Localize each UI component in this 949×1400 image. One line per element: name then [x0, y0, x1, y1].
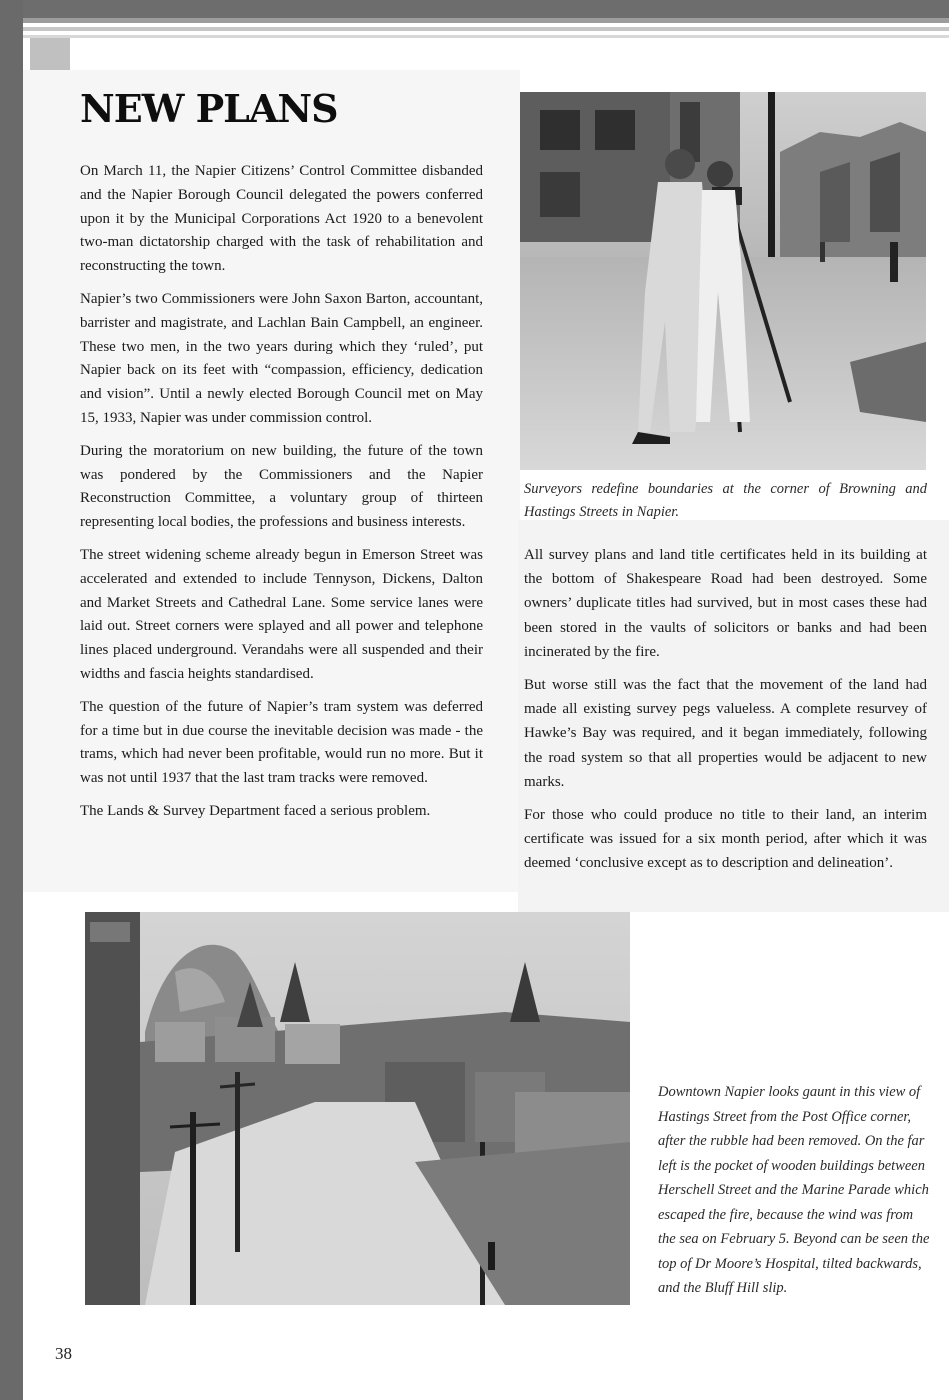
paragraph: The Lands & Survey Department faced a serious problem.: [80, 802, 431, 819]
downtown-napier-photo: [85, 912, 630, 1305]
header-stripe: [23, 27, 949, 31]
left-border: [0, 0, 23, 1400]
right-text-column: [524, 543, 927, 885]
page-title: NEW PLANS: [80, 86, 338, 131]
left-text-column: [80, 160, 483, 833]
paragraph: But worse still was the fact that the movement of the land had made all existing survey pegs valueless. A complete resurvey of Hawke’s Bay was required, and it began immediately, following the road system so that all properties would be adjacent to new marks.: [524, 677, 927, 790]
downtown-caption: Downtown Napier looks gaunt in this view of Hastings Street from the Post Office corner, after the rubble had been removed. On the far left is the pocket of wooden buildings between Herschell Street and the Marine Parade which escaped the fire, because the wind was from the sea on February 5. Beyond can be seen the top of Dr Moore’s Hospital, tilted backwards, and the Bluff Hill slip.: [658, 1084, 930, 1296]
paragraph: During the moratorium on new building, the future of the town was pondered by the Commissioners and the Napier Reconstruction Committee, a voluntary group of thirteen representing local bodies, the professions and business interests.: [80, 442, 483, 531]
paragraph: All survey plans and land title certificates held in its building at the bottom of Shakespeare Road had been destroyed. Some owners’ duplicate titles had survived, but in most cases these had been stored in the vaults of solicitors or banks and had been incinerated by the fire.: [524, 547, 927, 660]
paragraph: The street widening scheme already begun in Emerson Street was accelerated and extended to include Tennyson, Dickens, Dalton and Market Streets and Cathedral Lane. Some service lanes were laid out. Street corners were splayed and all power and telephone lines placed underground. Verandahs were all suspended and their widths and fascia heights standardised.: [80, 546, 483, 682]
paragraph: For those who could produce no title to their land, an interim certificate was issued for a six month period, after which it was deemed ‘conclusive except as to description and delineation’.: [524, 807, 927, 872]
header-stripe: [23, 18, 949, 23]
top-border: [0, 0, 949, 18]
corner-decoration: [30, 38, 70, 70]
page-number: 38: [55, 1344, 72, 1363]
header-stripe: [23, 35, 949, 38]
paragraph: On March 11, the Napier Citizens’ Control Committee disbanded and the Napier Borough Council delegated the powers conferred upon it by the Municipal Corporations Act 1920 to a benevolent two-man dictatorship charged with the task of rehabilitation and reconstructing the town.: [80, 163, 483, 275]
surveyors-caption: Surveyors redefine boundaries at the corner of Browning and Hastings Streets in Napier.: [524, 481, 927, 520]
paragraph: The question of the future of Napier’s tram system was deferred for a time but in due course the inevitable decision was made - the trams, which had never been profitable, would run no more. But it was not until 1937 that the last tram tracks were removed.: [80, 698, 483, 787]
surveyors-photo: [520, 92, 926, 470]
paragraph: Napier’s two Commissioners were John Saxon Barton, accountant, barrister and magistrate, and Lachlan Bain Campbell, an engineer. These two men, in the two years during which they ‘ruled’, put Napier back on its feet with “compassion, efficiency, dedication and vision”. Until a newly elected Borough Council met on May 15, 1933, Napier was under commission control.: [80, 290, 483, 426]
